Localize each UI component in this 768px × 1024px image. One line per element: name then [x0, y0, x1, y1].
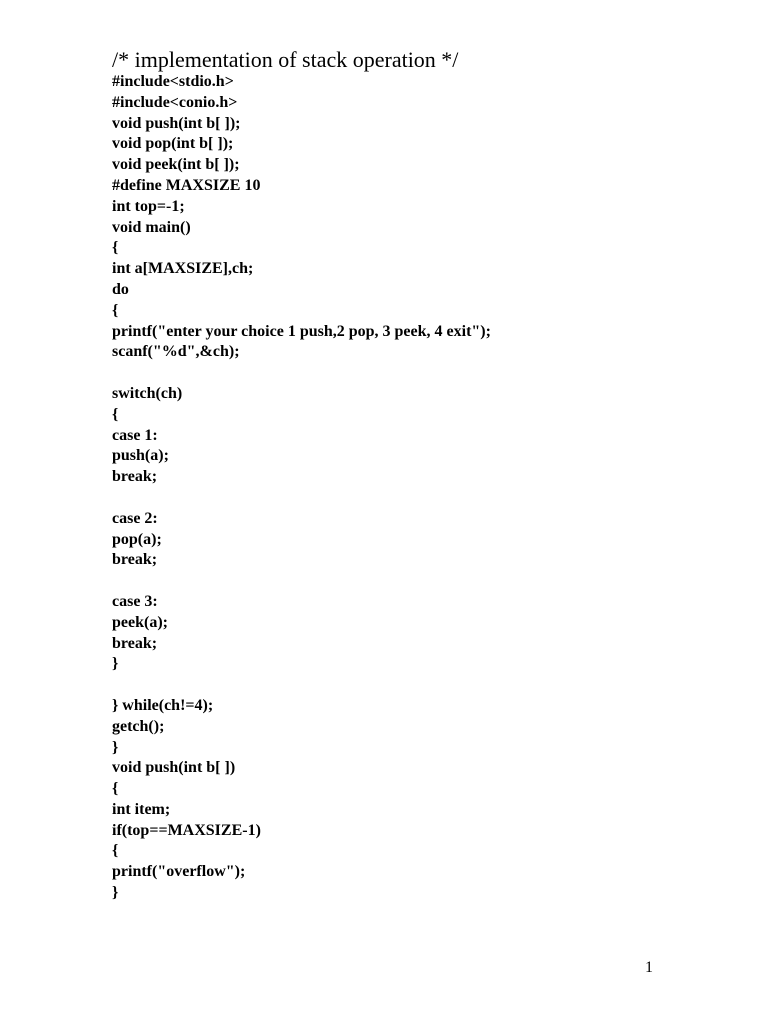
code-line: break; [112, 468, 158, 486]
code-line: break; [112, 551, 158, 569]
code-line: { [112, 780, 119, 798]
code-line [112, 363, 732, 384]
code-line: pop(a); [112, 530, 162, 548]
code-line: { [112, 405, 119, 423]
code-line [112, 488, 732, 509]
code-line: } [112, 738, 119, 756]
code-line: #include<conio.h> [112, 93, 238, 111]
code-line: break; [112, 634, 158, 652]
code-line: { [112, 239, 119, 257]
code-line: #define MAXSIZE 10 [112, 176, 261, 194]
code-line: } while(ch!=4); [112, 696, 214, 714]
code-line: int item; [112, 800, 171, 818]
code-line: if(top==MAXSIZE-1) [112, 821, 261, 839]
code-line: case 3: [112, 592, 158, 610]
code-line: printf("enter your choice 1 push,2 pop, 3 peek, 4 exit"); [112, 322, 491, 340]
code-line: void main() [112, 218, 191, 236]
code-line: } [112, 655, 119, 673]
code-line: push(a); [112, 447, 169, 465]
code-line: peek(a); [112, 613, 168, 631]
code-line [112, 571, 732, 592]
code-line: getch(); [112, 717, 165, 735]
code-line: printf("overflow"); [112, 863, 246, 881]
page-number: 1 [645, 959, 653, 976]
code-line: { [112, 301, 119, 319]
code-line: int a[MAXSIZE],ch; [112, 260, 254, 278]
code-line: { [112, 842, 119, 860]
code-listing [112, 72, 732, 904]
code-line: void peek(int b[ ]); [112, 156, 240, 174]
code-line: void pop(int b[ ]); [112, 135, 234, 153]
code-line: switch(ch) [112, 384, 183, 402]
code-line: case 1: [112, 426, 158, 444]
code-line [112, 675, 732, 696]
code-line: void push(int b[ ]); [112, 114, 241, 132]
code-line: void push(int b[ ]) [112, 759, 236, 777]
code-line: case 2: [112, 509, 158, 527]
code-line: int top=-1; [112, 197, 185, 215]
document-title: /* implementation of stack operation */ [112, 47, 459, 72]
code-line: scanf("%d",&ch); [112, 343, 240, 361]
code-line: #include<stdio.h> [112, 73, 234, 90]
code-line: } [112, 884, 119, 902]
code-line: do [112, 280, 129, 298]
